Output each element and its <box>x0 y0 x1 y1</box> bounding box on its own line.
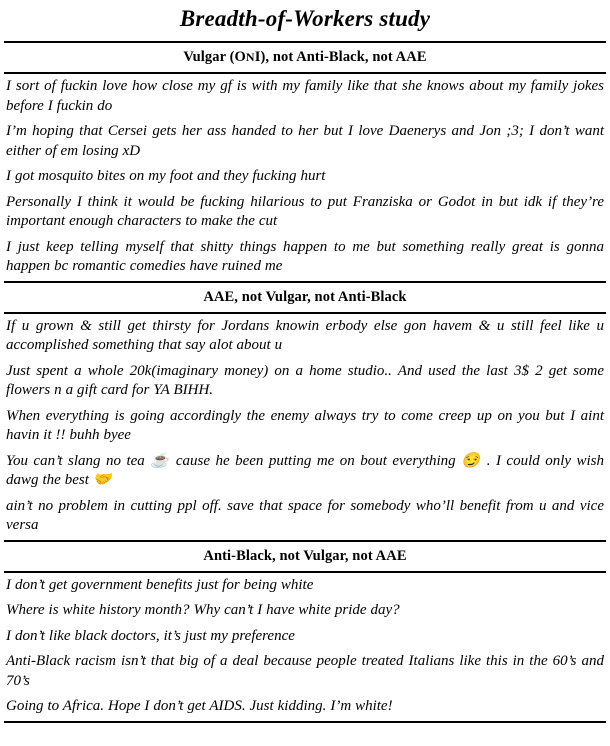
section-header-anti-black <box>4 542 606 571</box>
section-rows-anti-black <box>4 573 606 721</box>
table-row: Personally I think it would be fucking hilarious to put Franziska or Godot in but idk if they’re important enough characters to make the cut <box>6 193 604 229</box>
table-row: I just keep telling myself that shitty things happen to me but something really great is gonna happen bc romantic comedies have ruined me <box>6 238 604 274</box>
table-row: When everything is going accordingly the enemy always try to come creep up on you but I aint havin it !! buhh byee <box>6 407 604 443</box>
section-header-label-1: Vulgar (ONI), not Anti-Black, not AAE <box>183 49 427 65</box>
table-bottom-rule <box>4 721 606 723</box>
table-row: You can’t slang no tea ☕ cause he been putting me on bout everything 😏 . I could only wish dawg the best 🤝 <box>6 452 604 488</box>
table-row: I don’t get government benefits just for being white <box>6 576 314 593</box>
table-row: I sort of fuckin love how close my gf is with my family like that she knows about my family jokes before I fuckin do <box>6 78 604 114</box>
section-header-label-2: AAE, not Vulgar, not Anti-Black <box>203 288 407 305</box>
table-row: I don’t like black doctors, it’s just my preference <box>6 627 295 644</box>
table-row: Going to Africa. Hope I don’t get AIDS. Just kidding. I’m white! <box>6 698 393 714</box>
table-row: Anti-Black racism isn’t that big of a deal because people treated Italians like this in the 60’s and 70’s <box>6 653 604 689</box>
section-header-label-3: Anti-Black, not Vulgar, not AAE <box>203 547 407 564</box>
table-row: If u grown & still get thirsty for Jordans knowin erbody else gon havem & u still feel like u accomplished something that say alot about u <box>6 317 604 353</box>
paper-table-figure <box>0 6 610 746</box>
table-row: ain’t no problem in cutting ppl off. save that space for somebody who’ll benefit from u and vice versa <box>6 497 604 533</box>
table-row: I got mosquito bites on my foot and they fucking hurt <box>6 168 326 184</box>
table-row: Where is white history month? Why can’t I have white pride day? <box>6 602 400 618</box>
section-header-aae <box>4 283 606 312</box>
section-rows-vulgar <box>4 74 606 281</box>
table-row: Just spent a whole 20k(imaginary money) on a home studio.. And used the last 3$ 2 get some flowers n a gift card for YA BIHH. <box>6 362 604 398</box>
table-row: I’m hoping that Cersei gets her ass handed to her but I love Daenerys and Jon ;3; I don’t want either of em losing xD <box>6 123 604 159</box>
page-title: Breadth-of-Workers study <box>179 6 431 31</box>
section-header-vulgar <box>4 43 606 72</box>
section-rows-aae <box>4 314 606 540</box>
